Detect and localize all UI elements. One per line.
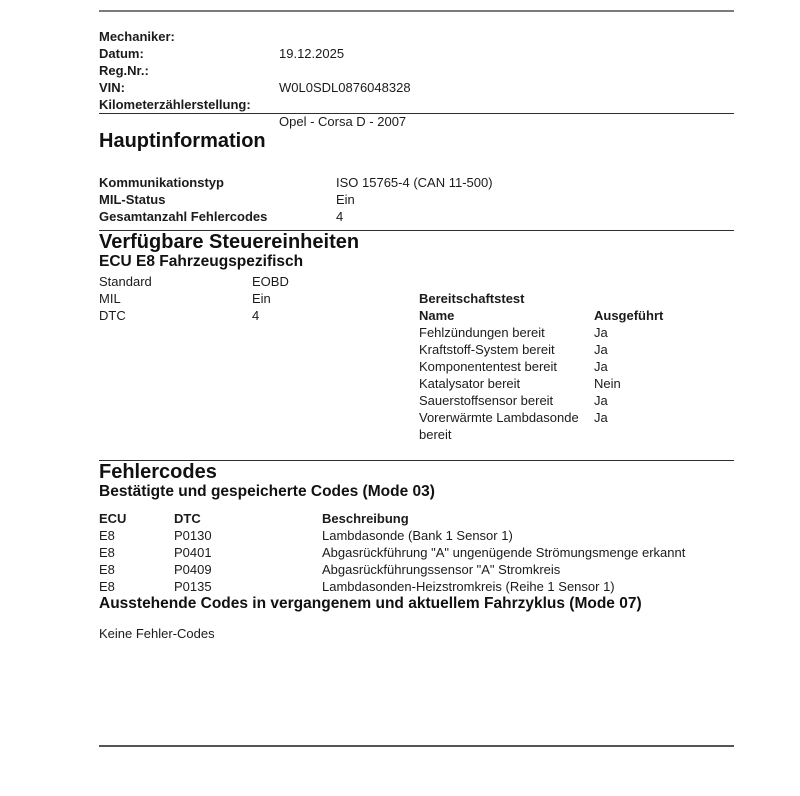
report-header-fields bbox=[99, 28, 734, 113]
readiness-name: Kraftstoff-System bereit bbox=[419, 342, 555, 357]
field-value: W0L0SDL0876048328 bbox=[279, 80, 411, 95]
control-units-title: Verfügbare Steuereinheiten bbox=[99, 231, 360, 253]
table-row bbox=[99, 544, 734, 561]
fault-codes-title: Fehlercodes bbox=[99, 461, 217, 483]
field-value: ISO 15765-4 (CAN 11-500) bbox=[336, 175, 493, 190]
readiness-row bbox=[419, 341, 734, 358]
main-info-fields bbox=[99, 174, 734, 225]
field-label: Datum: bbox=[99, 46, 144, 61]
readiness-name: Sauerstoffsensor bereit bbox=[419, 393, 554, 408]
confirmed-codes-title: Bestätigte und gespeicherte Codes (Mode 03) bbox=[99, 483, 435, 500]
ecu-details bbox=[99, 273, 734, 443]
readiness-name: Komponententest bereit bbox=[419, 359, 558, 374]
field-value: 19.12.2025 bbox=[279, 46, 345, 61]
report-content bbox=[99, 0, 734, 642]
field-label: DTC bbox=[99, 308, 126, 323]
field-reg-nr bbox=[99, 62, 734, 79]
readiness-name: Katalysator bereit bbox=[419, 376, 521, 391]
dtc-code: P0409 bbox=[174, 562, 212, 577]
readiness-test bbox=[419, 290, 734, 443]
field-value: 4 bbox=[336, 209, 344, 224]
readiness-title: Bereitschaftstest bbox=[419, 291, 525, 306]
dtc-table-header bbox=[99, 510, 734, 527]
field-value bbox=[279, 96, 734, 113]
field-label: Kilometerzählerstellung: bbox=[99, 97, 251, 112]
field-standard bbox=[99, 273, 419, 290]
field-odometer bbox=[99, 96, 734, 113]
field-date bbox=[99, 45, 734, 62]
field-value: EOBD bbox=[252, 274, 289, 289]
readiness-name: Fehlzündungen bereit bbox=[419, 325, 545, 340]
readiness-row bbox=[419, 392, 734, 409]
bottom-divider bbox=[99, 745, 734, 747]
field-mil bbox=[99, 290, 419, 307]
readiness-col-name: Name bbox=[419, 308, 455, 323]
pending-codes-title: Ausstehende Codes in vergangenem und aktuellem Fahrzyklus (Mode 07) bbox=[99, 595, 642, 612]
field-communication-type bbox=[99, 174, 734, 191]
dtc-description: Abgasrückführungssensor "A" Stromkreis bbox=[322, 562, 561, 577]
top-divider bbox=[99, 10, 734, 12]
field-vin bbox=[99, 79, 734, 96]
readiness-result: Ja bbox=[594, 359, 608, 374]
readiness-row bbox=[419, 324, 734, 341]
dtc-description: Lambdasonden-Heizstromkreis (Reihe 1 Sensor 1) bbox=[322, 579, 615, 594]
dtc-description: Lambdasonde (Bank 1 Sensor 1) bbox=[322, 528, 513, 543]
field-label: Gesamtanzahl Fehlercodes bbox=[99, 209, 268, 224]
field-value: 4 bbox=[252, 308, 260, 323]
dtc-ecu: E8 bbox=[99, 528, 115, 543]
dtc-col-ecu: ECU bbox=[99, 511, 127, 526]
readiness-row bbox=[419, 409, 734, 443]
field-label: Reg.Nr.: bbox=[99, 63, 149, 78]
confirmed-codes-table bbox=[99, 510, 734, 595]
field-value: Ein bbox=[336, 192, 355, 207]
field-label: MIL-Status bbox=[99, 192, 166, 207]
table-row bbox=[99, 527, 734, 544]
dtc-description: Abgasrückführung "A" ungenügende Strömungsmenge erkannt bbox=[322, 545, 686, 560]
dtc-ecu: E8 bbox=[99, 545, 115, 560]
field-label: MIL bbox=[99, 291, 121, 306]
field-label: Kommunikationstyp bbox=[99, 175, 224, 190]
readiness-result: Ja bbox=[594, 325, 608, 340]
dtc-code: P0401 bbox=[174, 545, 212, 560]
readiness-result: Nein bbox=[594, 376, 621, 391]
readiness-result: Ja bbox=[594, 393, 608, 408]
dtc-code: P0135 bbox=[174, 579, 212, 594]
readiness-name: Vorerwärmte Lambdasonde bereit bbox=[419, 410, 579, 442]
table-row bbox=[99, 561, 734, 578]
field-label: Standard bbox=[99, 274, 152, 289]
field-value: Ein bbox=[252, 291, 271, 306]
main-info-title: Hauptinformation bbox=[99, 130, 266, 152]
pending-codes-body: Keine Fehler-Codes bbox=[99, 626, 215, 641]
field-mechanic bbox=[99, 28, 734, 45]
field-total-fault-codes bbox=[99, 208, 734, 225]
field-label: VIN: bbox=[99, 80, 125, 95]
readiness-col-result: Ausgeführt bbox=[594, 308, 664, 323]
readiness-header bbox=[419, 307, 734, 324]
dtc-col-description: Beschreibung bbox=[322, 511, 409, 526]
dtc-ecu: E8 bbox=[99, 562, 115, 577]
dtc-code: P0130 bbox=[174, 528, 212, 543]
dtc-col-dtc: DTC bbox=[174, 511, 201, 526]
field-dtc bbox=[99, 307, 419, 324]
ecu-title: ECU E8 Fahrzeugspezifisch bbox=[99, 253, 304, 270]
field-mil-status bbox=[99, 191, 734, 208]
readiness-row bbox=[419, 375, 734, 392]
table-row bbox=[99, 578, 734, 595]
dtc-ecu: E8 bbox=[99, 579, 115, 594]
readiness-result: Ja bbox=[594, 342, 608, 357]
field-value bbox=[279, 62, 734, 79]
field-value bbox=[279, 28, 734, 45]
field-label: Mechaniker: bbox=[99, 29, 175, 44]
readiness-row bbox=[419, 358, 734, 375]
vehicle-name: Opel - Corsa D - 2007 bbox=[279, 114, 407, 129]
ecu-fields bbox=[99, 273, 419, 443]
readiness-result: Ja bbox=[594, 410, 608, 425]
